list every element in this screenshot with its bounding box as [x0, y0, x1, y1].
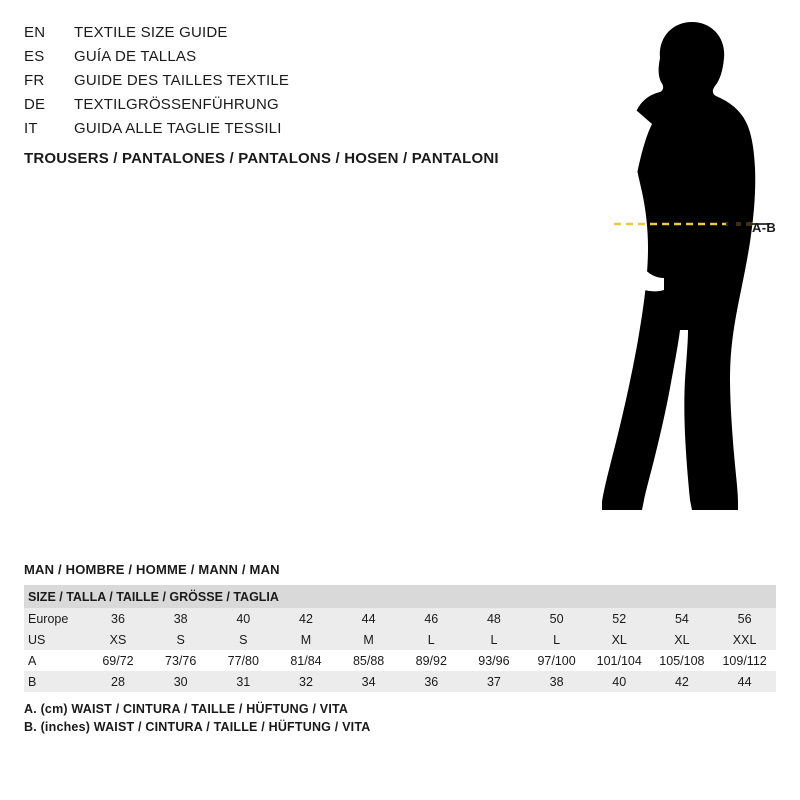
table-cell: XS: [87, 629, 150, 650]
language-row: [24, 48, 544, 70]
table-cell: 56: [713, 608, 776, 629]
figure-illustration: [540, 10, 790, 530]
row-label-a: A: [24, 650, 87, 671]
table-header-row: [24, 585, 776, 608]
measure-label-ab: A-B: [752, 220, 777, 235]
language-code: DE: [24, 96, 46, 113]
table-cell: 105/108: [651, 650, 714, 671]
table-cell: 36: [400, 671, 463, 692]
table-cell: 52: [588, 608, 651, 629]
table-row: [24, 629, 776, 650]
table-cell: 77/80: [212, 650, 275, 671]
table-row: [24, 650, 776, 671]
language-header-block: [24, 24, 544, 167]
table-cell: 97/100: [525, 650, 588, 671]
table-cell: 73/76: [149, 650, 212, 671]
table-cell: 50: [525, 608, 588, 629]
language-code: FR: [24, 72, 45, 89]
size-table-section: [24, 562, 776, 738]
table-cell: 48: [463, 608, 526, 629]
table-cell: 34: [337, 671, 400, 692]
table-cell: L: [463, 629, 526, 650]
table-row: [24, 671, 776, 692]
table-cell: 38: [149, 608, 212, 629]
language-code: ES: [24, 48, 45, 65]
table-cell: 54: [651, 608, 714, 629]
table-cell: 44: [337, 608, 400, 629]
table-cell: 85/88: [337, 650, 400, 671]
table-cell: 40: [588, 671, 651, 692]
language-code: EN: [24, 24, 46, 41]
table-cell: 42: [651, 671, 714, 692]
table-cell: 69/72: [87, 650, 150, 671]
table-cell: XXL: [713, 629, 776, 650]
footnote-a: A. (cm) WAIST / CINTURA / TAILLE / HÜFTUNG / VITA: [24, 702, 349, 716]
language-text: GUIDE DES TAILLES TEXTILE: [74, 72, 290, 89]
language-row: [24, 96, 544, 118]
table-cell: 40: [212, 608, 275, 629]
row-label-europe: Europe: [24, 608, 87, 629]
footnote-b: B. (inches) WAIST / CINTURA / TAILLE / HÜFTUNG / VITA: [24, 720, 371, 734]
table-cell: 30: [149, 671, 212, 692]
table-cell: XL: [588, 629, 651, 650]
table-header-label: SIZE / TALLA / TAILLE / GRÖSSE / TAGLIA: [24, 585, 776, 608]
table-cell: 38: [525, 671, 588, 692]
table-cell: 36: [87, 608, 150, 629]
language-text: TEXTILGRÖSSENFÜHRUNG: [74, 96, 279, 113]
table-cell: M: [275, 629, 338, 650]
language-row: [24, 72, 544, 94]
table-cell: S: [212, 629, 275, 650]
table-row: [24, 608, 776, 629]
language-text: GUIDA ALLE TAGLIE TESSILI: [74, 120, 282, 137]
language-row: [24, 24, 544, 46]
table-cell: M: [337, 629, 400, 650]
table-caption-man: MAN / HOMBRE / HOMME / MANN / MAN: [24, 562, 280, 577]
table-cell: S: [149, 629, 212, 650]
table-cell: 93/96: [463, 650, 526, 671]
table-cell: 32: [275, 671, 338, 692]
table-cell: 28: [87, 671, 150, 692]
table-cell: L: [400, 629, 463, 650]
male-silhouette: [540, 10, 790, 530]
table-cell: 37: [463, 671, 526, 692]
table-cell: 44: [713, 671, 776, 692]
row-label-b: B: [24, 671, 87, 692]
footnotes-block: [24, 702, 776, 734]
language-code: IT: [24, 120, 38, 137]
garment-type-title: TROUSERS / PANTALONES / PANTALONS / HOSEN / PANTALONI: [24, 150, 499, 167]
table-cell: XL: [651, 629, 714, 650]
table-cell: 31: [212, 671, 275, 692]
table-cell: 46: [400, 608, 463, 629]
table-cell: 42: [275, 608, 338, 629]
row-label-us: US: [24, 629, 87, 650]
language-row: [24, 120, 544, 142]
table-cell: 89/92: [400, 650, 463, 671]
table-cell: L: [525, 629, 588, 650]
language-text: TEXTILE SIZE GUIDE: [74, 24, 228, 41]
size-table: [24, 585, 776, 692]
table-cell: 81/84: [275, 650, 338, 671]
language-text: GUÍA DE TALLAS: [74, 48, 197, 65]
table-cell: 101/104: [588, 650, 651, 671]
table-cell: 109/112: [713, 650, 776, 671]
